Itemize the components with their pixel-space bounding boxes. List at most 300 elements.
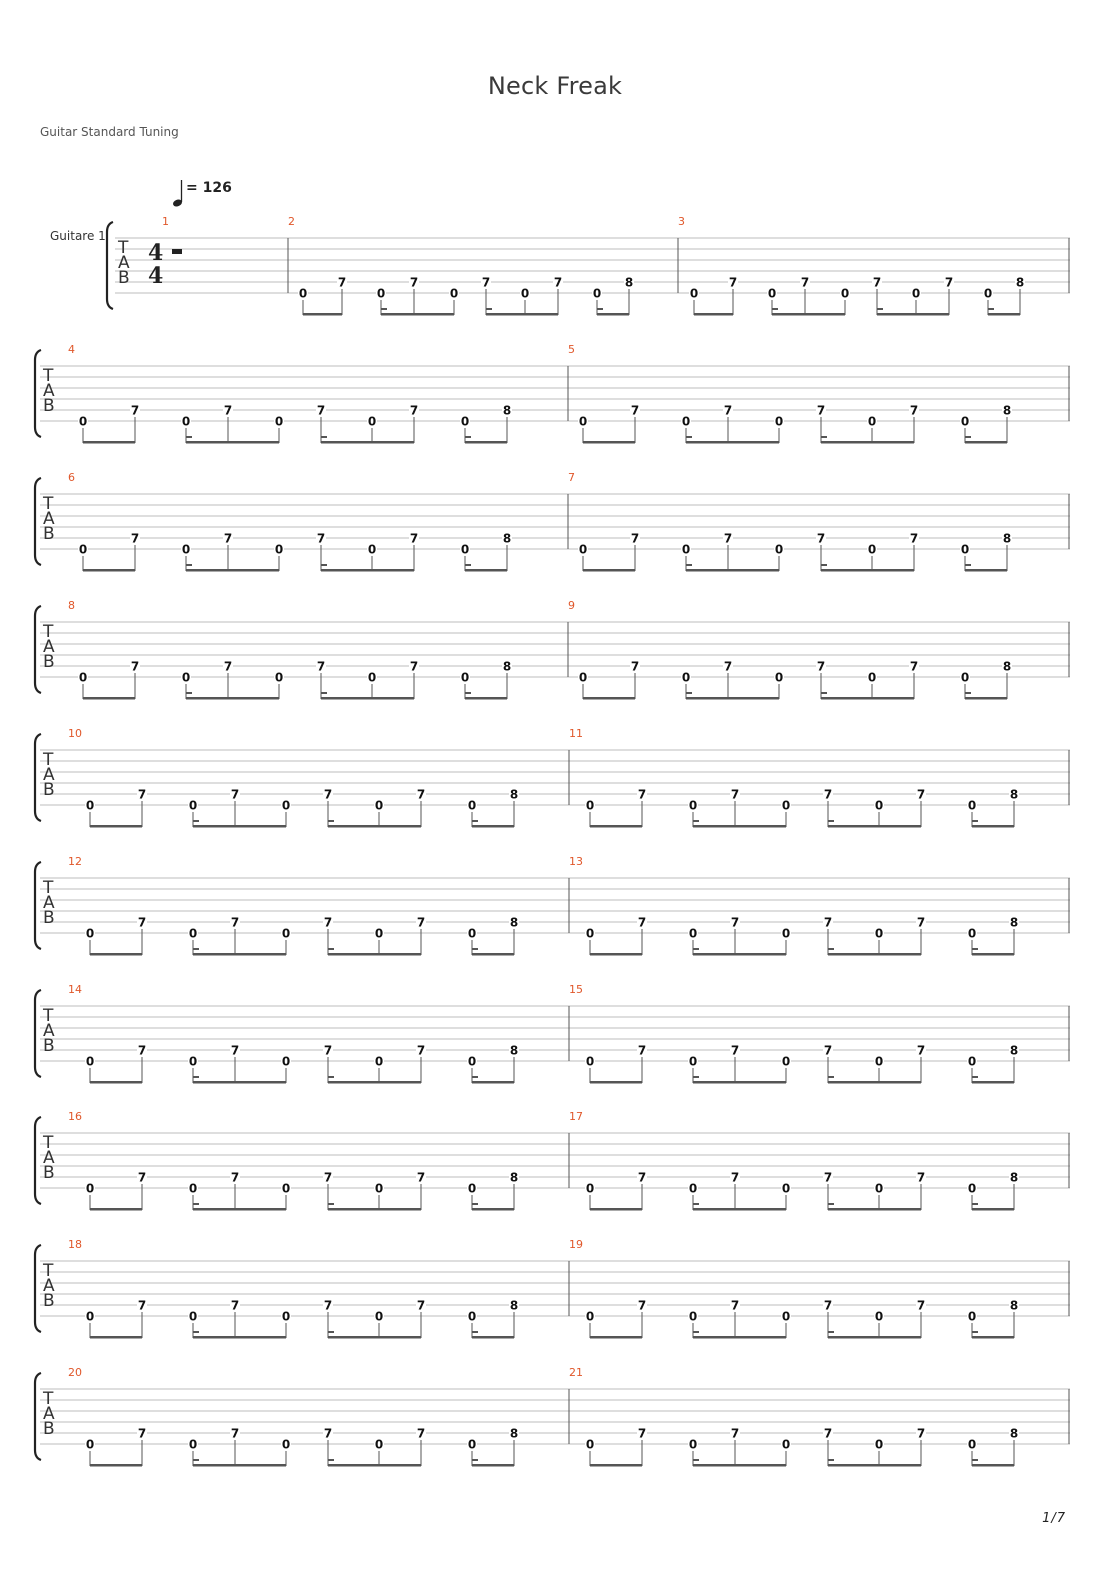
beam xyxy=(472,825,514,828)
fret-number: 7 xyxy=(409,531,419,546)
fret-number: 0 xyxy=(78,542,88,557)
beam xyxy=(821,569,914,572)
beam-stub xyxy=(328,1331,334,1333)
beam-stub xyxy=(965,436,971,438)
fret-number: 7 xyxy=(223,659,233,674)
beam-stub xyxy=(828,1076,834,1078)
system-bracket xyxy=(35,734,41,821)
fret-number: 7 xyxy=(816,659,826,674)
beam-stub xyxy=(972,1076,978,1078)
fret-number: 0 xyxy=(967,798,977,813)
fret-number: 7 xyxy=(137,1170,147,1185)
beam xyxy=(590,1081,642,1084)
fret-number: 7 xyxy=(230,1170,240,1185)
fret-number: 0 xyxy=(85,798,95,813)
instrument-name: Guitare 1 xyxy=(50,229,106,243)
tab-clef-letter: T xyxy=(43,622,54,642)
fret-number: 7 xyxy=(137,1043,147,1058)
fret-number: 7 xyxy=(416,787,426,802)
fret-number: 7 xyxy=(409,275,419,290)
page-title: Neck Freak xyxy=(487,72,623,100)
fret-number: 8 xyxy=(509,1170,519,1185)
beam-stub xyxy=(988,308,994,310)
fret-number: 8 xyxy=(1009,915,1019,930)
fret-number: 0 xyxy=(967,1437,977,1452)
time-signature-denominator: 4 xyxy=(148,263,164,289)
fret-number: 0 xyxy=(374,798,384,813)
tab-clef-letter: B xyxy=(43,1036,55,1056)
measure-number: 3 xyxy=(678,215,685,228)
measure-number: 17 xyxy=(569,1110,583,1123)
fret-number: 8 xyxy=(502,659,512,674)
fret-number: 7 xyxy=(630,403,640,418)
fret-number: 7 xyxy=(823,1426,833,1441)
fret-number: 7 xyxy=(637,1043,647,1058)
tab-clef-letter: B xyxy=(43,524,55,544)
fret-number: 7 xyxy=(481,275,491,290)
tab-clef-letter: A xyxy=(43,1148,55,1168)
fret-number: 7 xyxy=(416,1298,426,1313)
fret-number: 0 xyxy=(867,414,877,429)
fret-number: 0 xyxy=(274,670,284,685)
fret-number: 0 xyxy=(188,1054,198,1069)
beam-stub xyxy=(472,1331,478,1333)
measure-number: 8 xyxy=(68,599,75,612)
beam xyxy=(186,569,279,572)
fret-number: 7 xyxy=(230,787,240,802)
fret-number: 7 xyxy=(137,787,147,802)
beam xyxy=(972,953,1014,956)
fret-number: 0 xyxy=(85,1181,95,1196)
fret-number: 7 xyxy=(944,275,954,290)
system-bracket xyxy=(107,222,113,309)
beam-stub xyxy=(486,308,492,310)
fret-number: 0 xyxy=(967,1054,977,1069)
fret-number: 8 xyxy=(509,1298,519,1313)
beam xyxy=(328,1336,421,1339)
system-bracket xyxy=(35,1245,41,1332)
fret-number: 0 xyxy=(460,414,470,429)
fret-number: 0 xyxy=(585,926,595,941)
fret-number: 0 xyxy=(781,798,791,813)
measure-number: 19 xyxy=(569,1238,583,1251)
fret-number: 0 xyxy=(781,1309,791,1324)
system-bracket xyxy=(35,862,41,949)
beam xyxy=(972,825,1014,828)
beam xyxy=(590,1336,642,1339)
fret-number: 0 xyxy=(781,1181,791,1196)
measure-number: 1 xyxy=(162,215,169,228)
beam xyxy=(193,1208,286,1211)
fret-number: 0 xyxy=(767,286,777,301)
fret-number: 0 xyxy=(781,1437,791,1452)
fret-number: 7 xyxy=(416,1043,426,1058)
beam-stub xyxy=(472,1459,478,1461)
tab-clef-letter: A xyxy=(43,381,55,401)
beam-stub xyxy=(828,948,834,950)
fret-number: 0 xyxy=(281,1309,291,1324)
fret-number: 0 xyxy=(281,1054,291,1069)
beam-stub xyxy=(972,820,978,822)
fret-number: 7 xyxy=(730,1170,740,1185)
beam xyxy=(193,1336,286,1339)
beam-stub xyxy=(693,1459,699,1461)
fret-number: 0 xyxy=(681,414,691,429)
fret-number: 0 xyxy=(585,798,595,813)
beam-stub xyxy=(972,1331,978,1333)
fret-number: 7 xyxy=(872,275,882,290)
measure-number: 14 xyxy=(68,983,82,996)
fret-number: 0 xyxy=(188,1181,198,1196)
fret-number: 0 xyxy=(585,1054,595,1069)
tab-clef-letter: T xyxy=(43,1133,54,1153)
fret-number: 0 xyxy=(181,542,191,557)
beam xyxy=(693,1464,786,1467)
fret-number: 0 xyxy=(467,1309,477,1324)
fret-number: 0 xyxy=(274,542,284,557)
beam xyxy=(193,1464,286,1467)
fret-number: 0 xyxy=(774,670,784,685)
beam-stub xyxy=(877,308,883,310)
fret-number: 0 xyxy=(281,1437,291,1452)
beam-stub xyxy=(321,436,327,438)
beam xyxy=(693,1208,786,1211)
beam xyxy=(472,1208,514,1211)
beam xyxy=(90,953,142,956)
fret-number: 0 xyxy=(374,1437,384,1452)
beam-stub xyxy=(193,1459,199,1461)
fret-number: 0 xyxy=(681,670,691,685)
beam xyxy=(90,1464,142,1467)
fret-number: 7 xyxy=(337,275,347,290)
fret-number: 8 xyxy=(1002,531,1012,546)
beam-stub xyxy=(821,436,827,438)
fret-number: 8 xyxy=(1009,1043,1019,1058)
beam-stub xyxy=(693,1331,699,1333)
measure-number: 6 xyxy=(68,471,75,484)
fret-number: 7 xyxy=(316,531,326,546)
fret-number: 7 xyxy=(416,915,426,930)
beam xyxy=(972,1464,1014,1467)
fret-number: 8 xyxy=(1009,787,1019,802)
beam xyxy=(590,953,642,956)
beam xyxy=(193,1081,286,1084)
measure-number: 11 xyxy=(569,727,583,740)
fret-number: 7 xyxy=(823,1298,833,1313)
beam-stub xyxy=(693,1203,699,1205)
fret-number: 7 xyxy=(416,1426,426,1441)
beam xyxy=(90,1336,142,1339)
beam-stub xyxy=(821,692,827,694)
beam xyxy=(972,1208,1014,1211)
measure-number: 15 xyxy=(569,983,583,996)
system-bracket xyxy=(35,606,41,693)
beam-stub xyxy=(381,308,387,310)
beam xyxy=(193,953,286,956)
fret-number: 7 xyxy=(823,915,833,930)
fret-number: 0 xyxy=(967,926,977,941)
beam-stub xyxy=(193,1076,199,1078)
beam xyxy=(597,313,629,316)
fret-number: 0 xyxy=(374,1054,384,1069)
fret-number: 7 xyxy=(916,1426,926,1441)
fret-number: 7 xyxy=(130,403,140,418)
beam-stub xyxy=(328,1459,334,1461)
beam xyxy=(321,569,414,572)
fret-number: 0 xyxy=(585,1181,595,1196)
fret-number: 0 xyxy=(374,1309,384,1324)
measure-number: 7 xyxy=(568,471,575,484)
measure-number: 9 xyxy=(568,599,575,612)
system-bracket xyxy=(35,478,41,565)
fret-number: 7 xyxy=(137,915,147,930)
fret-number: 0 xyxy=(960,414,970,429)
beam-stub xyxy=(693,1076,699,1078)
beam-stub xyxy=(472,1076,478,1078)
fret-number: 7 xyxy=(909,659,919,674)
fret-number: 0 xyxy=(585,1309,595,1324)
beam-stub xyxy=(828,820,834,822)
fret-number: 8 xyxy=(509,1043,519,1058)
tab-clef-letter: B xyxy=(43,1291,55,1311)
beam xyxy=(90,825,142,828)
half-rest-icon xyxy=(172,249,182,254)
fret-number: 0 xyxy=(78,670,88,685)
fret-number: 7 xyxy=(630,531,640,546)
tab-clef-letter: T xyxy=(43,1389,54,1409)
fret-number: 0 xyxy=(689,286,699,301)
tempo-marking: = 126 xyxy=(186,180,232,196)
fret-number: 7 xyxy=(323,915,333,930)
fret-number: 7 xyxy=(223,403,233,418)
fret-number: 0 xyxy=(181,670,191,685)
fret-number: 8 xyxy=(1002,403,1012,418)
fret-number: 7 xyxy=(723,403,733,418)
measure-number: 16 xyxy=(68,1110,82,1123)
fret-number: 0 xyxy=(181,414,191,429)
beam-stub xyxy=(186,692,192,694)
fret-number: 7 xyxy=(230,1298,240,1313)
beam-stub xyxy=(965,692,971,694)
beam xyxy=(693,953,786,956)
measure-number: 20 xyxy=(68,1366,82,1379)
fret-number: 7 xyxy=(823,1170,833,1185)
fret-number: 0 xyxy=(188,926,198,941)
fret-number: 7 xyxy=(823,787,833,802)
beam xyxy=(472,953,514,956)
beam-stub xyxy=(193,1331,199,1333)
fret-number: 0 xyxy=(578,414,588,429)
beam-stub xyxy=(821,564,827,566)
beam xyxy=(686,441,779,444)
fret-number: 7 xyxy=(223,531,233,546)
fret-number: 7 xyxy=(637,787,647,802)
fret-number: 0 xyxy=(376,286,386,301)
fret-number: 0 xyxy=(592,286,602,301)
fret-number: 7 xyxy=(730,787,740,802)
fret-number: 0 xyxy=(274,414,284,429)
beam xyxy=(465,441,507,444)
fret-number: 0 xyxy=(281,798,291,813)
beam xyxy=(686,697,779,700)
tab-clef-letter: T xyxy=(43,878,54,898)
beam-stub xyxy=(321,564,327,566)
fret-number: 7 xyxy=(409,403,419,418)
fret-number: 7 xyxy=(816,531,826,546)
fret-number: 7 xyxy=(323,1170,333,1185)
beam-stub xyxy=(972,1203,978,1205)
fret-number: 0 xyxy=(688,1181,698,1196)
measure-number: 13 xyxy=(569,855,583,868)
beam-stub xyxy=(472,1203,478,1205)
fret-number: 0 xyxy=(774,542,784,557)
beam-stub xyxy=(321,692,327,694)
beam-stub xyxy=(772,308,778,310)
fret-number: 7 xyxy=(230,1043,240,1058)
beam xyxy=(583,569,635,572)
fret-number: 0 xyxy=(967,1309,977,1324)
beam xyxy=(321,441,414,444)
fret-number: 8 xyxy=(502,531,512,546)
fret-number: 0 xyxy=(298,286,308,301)
fret-number: 0 xyxy=(688,1437,698,1452)
fret-number: 0 xyxy=(781,926,791,941)
beam-stub xyxy=(328,1203,334,1205)
fret-number: 0 xyxy=(874,1054,884,1069)
fret-number: 0 xyxy=(281,1181,291,1196)
beam xyxy=(828,825,921,828)
tab-clef-letter: T xyxy=(43,366,54,386)
beam-stub xyxy=(686,692,692,694)
fret-number: 7 xyxy=(637,915,647,930)
fret-number: 0 xyxy=(367,542,377,557)
measure-number: 2 xyxy=(288,215,295,228)
measure-number: 12 xyxy=(68,855,82,868)
fret-number: 0 xyxy=(467,1054,477,1069)
fret-number: 7 xyxy=(230,915,240,930)
fret-number: 0 xyxy=(578,542,588,557)
fret-number: 0 xyxy=(281,926,291,941)
beam xyxy=(381,313,454,316)
fret-number: 7 xyxy=(323,1043,333,1058)
beam-stub xyxy=(965,564,971,566)
fret-number: 0 xyxy=(467,1437,477,1452)
beam xyxy=(328,953,421,956)
fret-number: 8 xyxy=(1009,1426,1019,1441)
beam xyxy=(472,1336,514,1339)
beam-stub xyxy=(686,436,692,438)
fret-number: 0 xyxy=(367,414,377,429)
fret-number: 0 xyxy=(874,1309,884,1324)
fret-number: 0 xyxy=(460,542,470,557)
fret-number: 0 xyxy=(688,926,698,941)
beam xyxy=(321,697,414,700)
fret-number: 0 xyxy=(774,414,784,429)
fret-number: 7 xyxy=(730,1043,740,1058)
tab-clef-letter: B xyxy=(43,908,55,928)
beam xyxy=(328,1208,421,1211)
beam xyxy=(828,1464,921,1467)
fret-number: 7 xyxy=(728,275,738,290)
fret-number: 7 xyxy=(730,1426,740,1441)
beam xyxy=(186,697,279,700)
measure-number: 5 xyxy=(568,343,575,356)
fret-number: 7 xyxy=(730,1298,740,1313)
beam-stub xyxy=(828,1459,834,1461)
fret-number: 0 xyxy=(188,1437,198,1452)
beam xyxy=(193,825,286,828)
fret-number: 7 xyxy=(637,1426,647,1441)
time-signature-numerator: 4 xyxy=(148,240,164,266)
fret-number: 0 xyxy=(374,1181,384,1196)
fret-number: 7 xyxy=(723,531,733,546)
fret-number: 0 xyxy=(960,670,970,685)
fret-number: 0 xyxy=(188,1309,198,1324)
fret-number: 0 xyxy=(681,542,691,557)
tab-clef-letter: B xyxy=(43,396,55,416)
fret-number: 7 xyxy=(230,1426,240,1441)
fret-number: 0 xyxy=(688,798,698,813)
fret-number: 7 xyxy=(130,531,140,546)
fret-number: 7 xyxy=(800,275,810,290)
fret-number: 8 xyxy=(509,915,519,930)
system-bracket xyxy=(35,1373,41,1460)
tuning-label: Guitar Standard Tuning xyxy=(40,125,179,139)
fret-number: 0 xyxy=(874,1437,884,1452)
fret-number: 0 xyxy=(688,1309,698,1324)
fret-number: 0 xyxy=(578,670,588,685)
beam xyxy=(83,441,135,444)
fret-number: 0 xyxy=(467,798,477,813)
beam xyxy=(590,1464,642,1467)
tab-clef-letter: T xyxy=(43,1261,54,1281)
fret-number: 0 xyxy=(840,286,850,301)
fret-number: 7 xyxy=(323,787,333,802)
beam xyxy=(972,1081,1014,1084)
beam xyxy=(590,1208,642,1211)
tab-clef-letter: T xyxy=(118,238,129,258)
fret-number: 0 xyxy=(85,926,95,941)
tab-clef-letter: A xyxy=(43,1021,55,1041)
beam xyxy=(828,953,921,956)
fret-number: 0 xyxy=(874,1181,884,1196)
beam xyxy=(965,569,1007,572)
beam-stub xyxy=(693,948,699,950)
tab-clef-letter: A xyxy=(118,253,130,273)
measure-number: 10 xyxy=(68,727,82,740)
system-bracket xyxy=(35,990,41,1077)
beam-stub xyxy=(186,436,192,438)
beam-stub xyxy=(193,820,199,822)
fret-number: 0 xyxy=(983,286,993,301)
beam xyxy=(465,697,507,700)
beam xyxy=(965,697,1007,700)
beam xyxy=(686,569,779,572)
beam xyxy=(328,1081,421,1084)
fret-number: 7 xyxy=(130,659,140,674)
beam xyxy=(583,697,635,700)
fret-number: 8 xyxy=(1015,275,1025,290)
fret-number: 0 xyxy=(367,670,377,685)
beam xyxy=(694,313,733,316)
beam xyxy=(828,1081,921,1084)
beam xyxy=(828,1208,921,1211)
fret-number: 0 xyxy=(85,1054,95,1069)
fret-number: 7 xyxy=(823,1043,833,1058)
fret-number: 0 xyxy=(78,414,88,429)
fret-number: 7 xyxy=(323,1298,333,1313)
beam-stub xyxy=(472,820,478,822)
